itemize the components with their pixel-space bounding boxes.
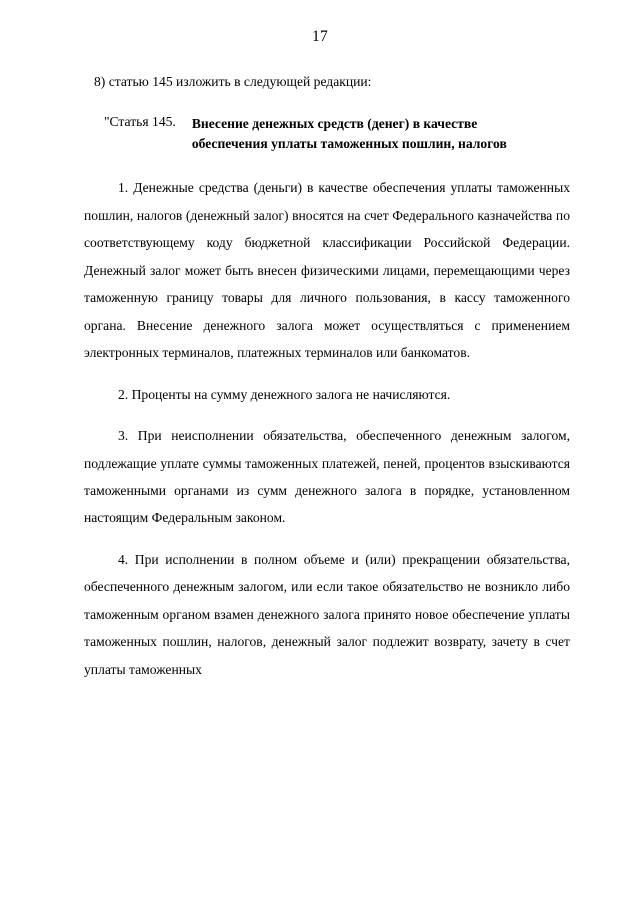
article-label: "Статья 145. bbox=[104, 113, 176, 129]
paragraph-2: 2. Проценты на сумму денежного залога не начисляются. bbox=[118, 386, 451, 402]
paragraph-4: 4. При исполнении в полном объеме и (или) прекращении обязательства, обеспеченного денежным залогом, или если такое обязательство не возникло либо таможенным органом взамен денежного залога принято новое обеспечение уплаты таможенных пошлин, налогов, денежный залог подлежит возврату, зачету в счет уплаты таможенных bbox=[84, 551, 570, 677]
page-number: 17 bbox=[312, 28, 328, 45]
paragraph-1: 1. Денежные средства (деньги) в качестве обеспечения уплаты таможенных пошлин, налогов (денежный залог) вносятся на счет Федерального казначейства по соответствующему коду бюджетной классификации Российской Федерации. Денежный залог может быть внесен физическими лицами, перемещающими через таможенную границу товары для личного пользования, в кассу таможенного органа. Внесение денежного залога может осуществляться с применением электронных терминалов, платежных терминалов или банкоматов. bbox=[84, 180, 570, 361]
article-title: Внесение денежных средств (денег) в качестве обеспечения уплаты таможенных пошлин, налогов bbox=[191, 115, 507, 152]
article-heading bbox=[84, 114, 570, 155]
intro-paragraph: 8) статью 145 изложить в следующей редакции: bbox=[94, 74, 372, 89]
paragraph-3: 3. При неисполнении обязательства, обеспеченного денежным залогом, подлежащие уплате суммы таможенных платежей, пеней, процентов взыскиваются таможенными органами из сумм денежного залога в порядке, установленном настоящим Федеральным законом. bbox=[84, 428, 570, 526]
